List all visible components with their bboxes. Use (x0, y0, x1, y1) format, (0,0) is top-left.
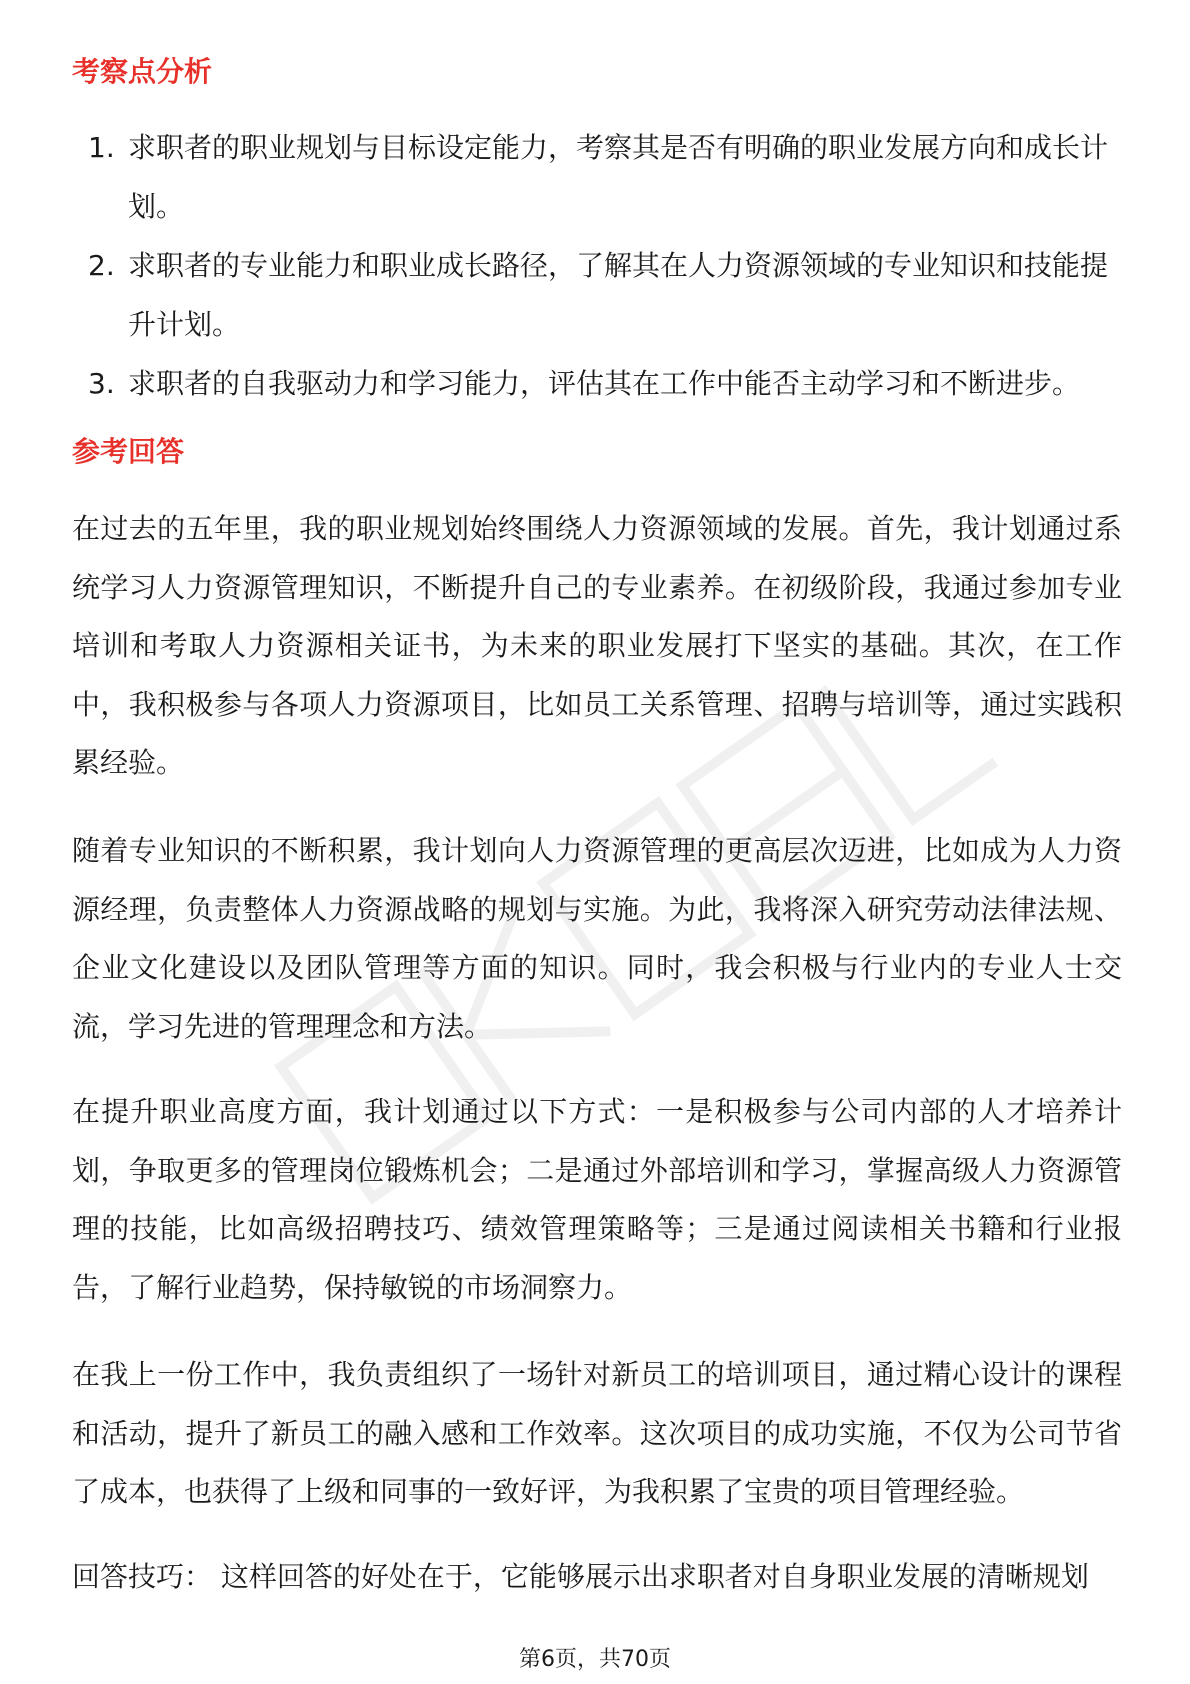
list-item-number: 2. (88, 249, 115, 282)
answer-paragraph: 在我上一份工作中，我负责组织了一场针对新员工的培训项目，通过精心设计的课程和活动，提升了新员工的融入感和工作效率。这次项目的成功实施，不仅为公司节省了成本，也获得了上级和同事的一致好评，为我积累了宝贵的项目管理经验。 (72, 1358, 1122, 1508)
analysis-point-list (80, 118, 1120, 413)
answer-paragraph: 在过去的五年里，我的职业规划始终围绕人力资源领域的发展。首先，我计划通过系统学习人力资源管理知识，不断提升自己的专业素养。在初级阶段，我通过参加专业培训和考取人力资源相关证书，为未来的职业发展打下坚实的基础。其次，在工作中，我积极参与各项人力资源项目，比如员工关系管理、招聘与培训等，通过实践积累经验。 (72, 512, 1122, 779)
answer-paragraph: 随着专业知识的不断积累，我计划向人力资源管理的更高层次迈进，比如成为人力资源经理，负责整体人力资源战略的规划与实施。为此，我将深入研究劳动法律法规、企业文化建设以及团队管理等方面的知识。同时，我会积极与行业内的专业人士交流，学习先进的管理理念和方法。 (72, 834, 1122, 1043)
answer-tips: 回答技巧： 这样回答的好处在于，它能够展示出求职者对自身职业发展的清晰规划 (72, 1560, 1089, 1593)
answer-paragraph: 在提升职业高度方面，我计划通过以下方式：一是积极参与公司内部的人才培养计划，争取更多的管理岗位锻炼机会；二是通过外部培训和学习，掌握高级人力资源管理的技能，比如高级招聘技巧、绩效管理策略等；三是通过阅读相关书籍和行业报告，了解行业趋势，保持敏锐的市场洞察力。 (72, 1095, 1122, 1304)
section-title-answer: 参考回答 (72, 435, 185, 468)
list-item-number: 1. (88, 131, 115, 164)
list-item-number: 3. (88, 367, 115, 400)
list-item-text: 求职者的专业能力和职业成长路径，了解其在人力资源领域的专业知识和技能提升计划。 (128, 249, 1109, 341)
list-item (80, 236, 1120, 354)
list-item-text: 求职者的职业规划与目标设定能力，考察其是否有明确的职业发展方向和成长计划。 (128, 131, 1109, 223)
list-item (80, 354, 1120, 413)
section-title-analysis: 考察点分析 (72, 55, 213, 88)
page-number: 第6页，共70页 (519, 1647, 671, 1672)
list-item-text: 求职者的自我驱动力和学习能力，评估其在工作中能否主动学习和不断进步。 (128, 367, 1081, 400)
list-item (80, 118, 1120, 236)
